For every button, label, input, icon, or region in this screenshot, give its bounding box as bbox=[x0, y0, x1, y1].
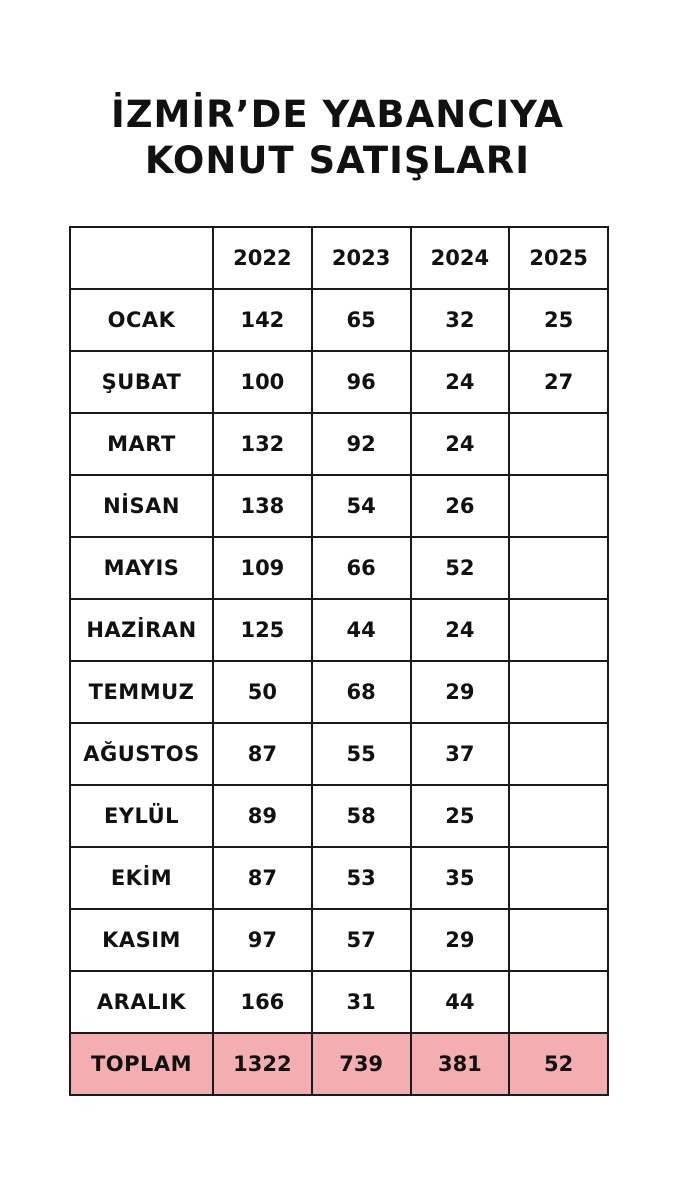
total-value: 1322 bbox=[213, 1033, 312, 1095]
sales-value bbox=[509, 537, 608, 599]
sales-value bbox=[509, 413, 608, 475]
sales-value: 25 bbox=[509, 289, 608, 351]
corner-cell bbox=[70, 227, 213, 289]
sales-value: 24 bbox=[411, 599, 510, 661]
table-row bbox=[70, 847, 608, 909]
total-label: TOPLAM bbox=[70, 1033, 213, 1095]
sales-value: 44 bbox=[411, 971, 510, 1033]
sales-value bbox=[509, 785, 608, 847]
sales-value: 35 bbox=[411, 847, 510, 909]
sales-value bbox=[509, 723, 608, 785]
table-row bbox=[70, 475, 608, 537]
sales-value: 142 bbox=[213, 289, 312, 351]
sales-value bbox=[509, 909, 608, 971]
title-line-1: İZMİR’DE YABANCIYA bbox=[110, 93, 565, 136]
month-label: KASIM bbox=[70, 909, 213, 971]
title-line-2: KONUT SATIŞLARI bbox=[144, 139, 531, 182]
sales-value: 87 bbox=[213, 723, 312, 785]
month-label: TEMMUZ bbox=[70, 661, 213, 723]
sales-value: 66 bbox=[312, 537, 411, 599]
sales-value: 52 bbox=[411, 537, 510, 599]
month-label: AĞUSTOS bbox=[70, 723, 213, 785]
month-label: NİSAN bbox=[70, 475, 213, 537]
sales-value: 29 bbox=[411, 661, 510, 723]
table-row bbox=[70, 289, 608, 351]
sales-value: 29 bbox=[411, 909, 510, 971]
sales-value bbox=[509, 847, 608, 909]
sales-table bbox=[69, 226, 609, 1096]
month-label: MAYIS bbox=[70, 537, 213, 599]
sales-value: 26 bbox=[411, 475, 510, 537]
total-value: 381 bbox=[411, 1033, 510, 1095]
total-row bbox=[70, 1033, 608, 1095]
table-row bbox=[70, 413, 608, 475]
total-value: 52 bbox=[509, 1033, 608, 1095]
sales-value: 57 bbox=[312, 909, 411, 971]
table-row bbox=[70, 723, 608, 785]
sales-value: 125 bbox=[213, 599, 312, 661]
sales-value: 68 bbox=[312, 661, 411, 723]
month-label: EKİM bbox=[70, 847, 213, 909]
year-header: 2024 bbox=[411, 227, 510, 289]
table-row bbox=[70, 785, 608, 847]
table-row bbox=[70, 971, 608, 1033]
sales-value: 55 bbox=[312, 723, 411, 785]
month-label: EYLÜL bbox=[70, 785, 213, 847]
sales-value: 92 bbox=[312, 413, 411, 475]
sales-value bbox=[509, 599, 608, 661]
sales-value: 96 bbox=[312, 351, 411, 413]
total-value: 739 bbox=[312, 1033, 411, 1095]
sales-value bbox=[509, 661, 608, 723]
sales-value: 100 bbox=[213, 351, 312, 413]
month-label: MART bbox=[70, 413, 213, 475]
page-title bbox=[0, 92, 675, 184]
sales-value: 37 bbox=[411, 723, 510, 785]
sales-value: 166 bbox=[213, 971, 312, 1033]
sales-value: 53 bbox=[312, 847, 411, 909]
sales-value: 27 bbox=[509, 351, 608, 413]
sales-value: 24 bbox=[411, 351, 510, 413]
table-row bbox=[70, 909, 608, 971]
sales-value bbox=[509, 971, 608, 1033]
sales-value: 50 bbox=[213, 661, 312, 723]
table-row bbox=[70, 661, 608, 723]
sales-value: 58 bbox=[312, 785, 411, 847]
sales-value: 89 bbox=[213, 785, 312, 847]
month-label: ARALIK bbox=[70, 971, 213, 1033]
sales-value: 24 bbox=[411, 413, 510, 475]
sales-value: 65 bbox=[312, 289, 411, 351]
month-label: OCAK bbox=[70, 289, 213, 351]
year-header: 2022 bbox=[213, 227, 312, 289]
month-label: ŞUBAT bbox=[70, 351, 213, 413]
sales-value: 54 bbox=[312, 475, 411, 537]
header-row bbox=[70, 227, 608, 289]
month-label: HAZİRAN bbox=[70, 599, 213, 661]
table-row bbox=[70, 351, 608, 413]
sales-value: 87 bbox=[213, 847, 312, 909]
sales-value: 132 bbox=[213, 413, 312, 475]
sales-value: 109 bbox=[213, 537, 312, 599]
table-row bbox=[70, 537, 608, 599]
sales-value: 25 bbox=[411, 785, 510, 847]
sales-value: 31 bbox=[312, 971, 411, 1033]
sales-value: 138 bbox=[213, 475, 312, 537]
sales-value: 97 bbox=[213, 909, 312, 971]
table-row bbox=[70, 599, 608, 661]
sales-value bbox=[509, 475, 608, 537]
year-header: 2023 bbox=[312, 227, 411, 289]
sales-value: 44 bbox=[312, 599, 411, 661]
year-header: 2025 bbox=[509, 227, 608, 289]
sales-value: 32 bbox=[411, 289, 510, 351]
